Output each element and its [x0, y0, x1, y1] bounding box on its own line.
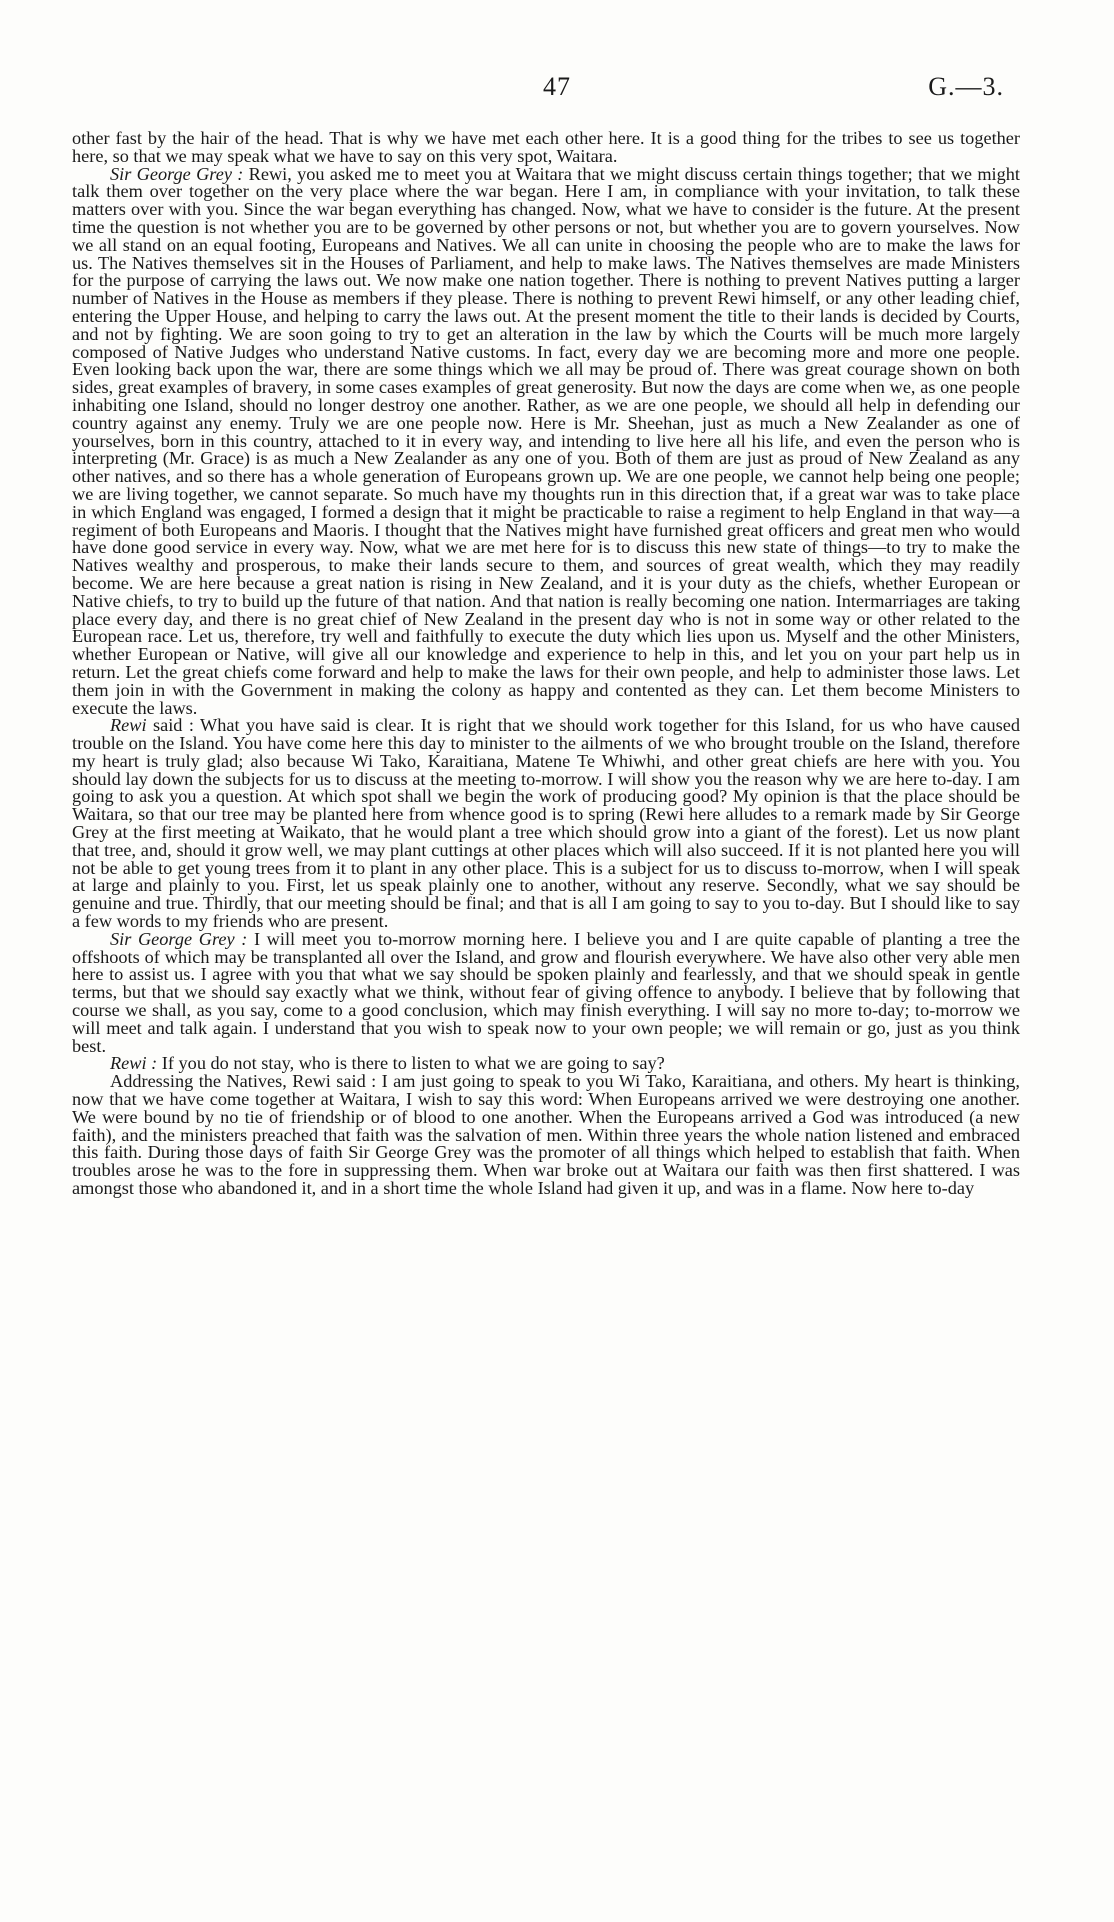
page-number: 47 [543, 72, 571, 101]
paragraph-text: said : What you have said is clear. It is right that we should work together for this Island, for us who have caused trouble on the Island. You have come here this day to minister to the ailments of we who brought trouble on the Island, therefore my heart is truly glad; also because Wi Tako, Karaitiana, Matene Te Whiwhi, and other great chiefs are here with you. You should lay down the subjects for us to discuss at the meeting to-morrow. I will show you the reason why we are here to-day. I am going to ask you a question. At which spot shall we begin the work of producing good? My opinion is that the place should be Waitara, so that our tree may be planted here from whence good is to spring (Rewi here alludes to a remark made by Sir George Grey at the first meeting at Waikato, that he would plant a tree which should grow into a giant of the forest). Let us now plant that tree, and, should it grow well, we may plant cuttings at other places which will also succeed. If it is not planted here you will not be able to get young trees from it to plant in any other place. This is a subject for us to discuss to-morrow, when I will speak at large and plainly to you. First, let us speak plainly one to another, without any reserve. Secondly, what we say should be genuine and true. Thirdly, that our meeting should be final; and that is all I am going to say to you to-day. But I should like to say a few words to my friends who are present. [72, 715, 1020, 932]
paragraph-text: other fast by the hair of the head. That is why we have met each other here. It is a good thing for the tribes to see us together here, so that we may speak what we have to say on this very spot, Waitara. [72, 128, 1020, 166]
speaker-name: Rewi [110, 715, 147, 736]
paragraph [72, 1073, 1020, 1198]
paragraph-text: I will meet you to-morrow morning here. I believe you and I are quite capable of planting a tree the offshoots of which may be transplanted all over the Island, and grow and flourish everywhere. We have also other very able men here to assist us. I agree with you that what we say should be spoken plainly and fearlessly, and that we should speak in gentle terms, but that we should say exactly what we think, without fear of giving offence to anybody. I believe that by following that course we shall, as you say, come to a good conclusion, which may finish everything. I will say no more to-day; to-morrow we will meet and talk again. I understand that you wish to speak now to your own people; we will remain or go, just as you think best. [72, 928, 1020, 1056]
paragraph [72, 928, 1020, 1056]
paragraph [72, 717, 1020, 931]
speaker-name: Rewi : [110, 1053, 158, 1074]
paragraph-text: If you do not stay, who is there to listen to what we are going to say? [157, 1053, 665, 1074]
paragraph-text: Addressing the Natives, Rewi said : I am just going to speak to you Wi Tako, Karaitiana, and others. My heart is thinking, now that we have come together at Waitara, I wish to say this word: When Europeans arrived we were destroying one another. We were bound by no tie of friendship or of blood to one another. When the Europeans arrived a God was introduced (a new faith), and the ministers preached that faith was the salvation of men. Within three years the whole nation listened and embraced this faith. During those days of faith Sir George Grey was the promoter of all things which helped to establish that faith. When troubles arose he was to the fore in suppressing them. When war broke out at Waitara our faith was then first shattered. I was amongst those who abandoned it, and in a short time the whole Island had given it up, and was in a flame. Now here to-day [72, 1071, 1020, 1199]
paragraph [72, 130, 1020, 166]
paragraph-text: Rewi, you asked me to meet you at Waitara that we might discuss certain things together; that we might talk them over together on the very place where the war began. Here I am, in compliance with your invitation, to talk these matters over with you. Since the war began everything has changed. Now, what we have to consider is the future. At the present time the question is not whether you are to be governed by other persons or not, but whether you are to govern yourselves. Now we all stand on an equal footing, Europeans and Natives. We all can unite in choosing the people who are to make the laws for us. The Natives themselves sit in the Houses of Parliament, and help to make laws. The Natives themselves are made Ministers for the purpose of carrying the laws out. We now make one nation together. There is nothing to prevent Natives putting a larger number of Natives in the House as members if they please. There is nothing to prevent Rewi himself, or any other leading chief, entering the Upper House, and helping to carry the laws out. At the present moment the title to their lands is decided by Courts, and not by fighting. We are soon going to try to get an alteration in the law by which the Courts will be much more largely composed of Native Judges who understand Native customs. In fact, every day we are becoming more and more one people. Even looking back upon the war, there are some things which we all may be proud of. There was great courage shown on both sides, great examples of bravery, in some cases examples of great generosity. But now the days are come when we, as one people inhabiting one Island, should no longer destroy one another. Rather, as we are one people, we should all help in defending our country against any enemy. Truly we are one people now. Here is Mr. Sheehan, just as much a New Zealander as one of yourselves, born in this country, attached to it in every way, and intending to live here all his life, and even the person who is interpreting (Mr. Grace) is as much a New Zealander as any one of you. Both of them are just as proud of New Zealand as any other natives, and so there has a whole generation of Europeans grown up. We are one people, we cannot help being one people; we are living together, we cannot separate. So much have my thoughts run in this direction that, if a great war was to take place in which England was engaged, I formed a design that it might be practicable to raise a regiment to help England in that way—a regiment of both Europeans and Maoris. I thought that the Natives might have furnished great officers and great men who would have done good service in every way. Now, what we are met here for is to discuss this new state of things—to try to make the Natives wealthy and prosperous, to make their lands secure to them, and sources of great wealth, which they may readily become. We are here because a great nation is rising in New Zealand, and it is your duty as the chiefs, whether European or Native chiefs, to try to build up the future of that nation. And that nation is really becoming one nation. Intermarriages are taking place every day, and there is no great chief of New Zealand in the present day who is not in some way or other related to the European race. Let us, therefore, try well and faithfully to execute the duty which lies upon us. Myself and the other Ministers, whether European or Native, will give all our knowledge and experience to help in this, and let you on your part help us in return. Let the great chiefs come forward and help to make the laws for their own people, and help to administer those laws. Let them join in with the Government in making the colony as happy and contented as they can. Let them become Ministers to execute the laws. [72, 163, 1020, 718]
speaker-name: Sir George Grey : [110, 928, 248, 949]
speaker-name: Sir George Grey : [110, 163, 244, 184]
paragraph [72, 163, 1020, 718]
body-text [72, 130, 1020, 1198]
document-reference: G.—3. [928, 72, 1004, 101]
